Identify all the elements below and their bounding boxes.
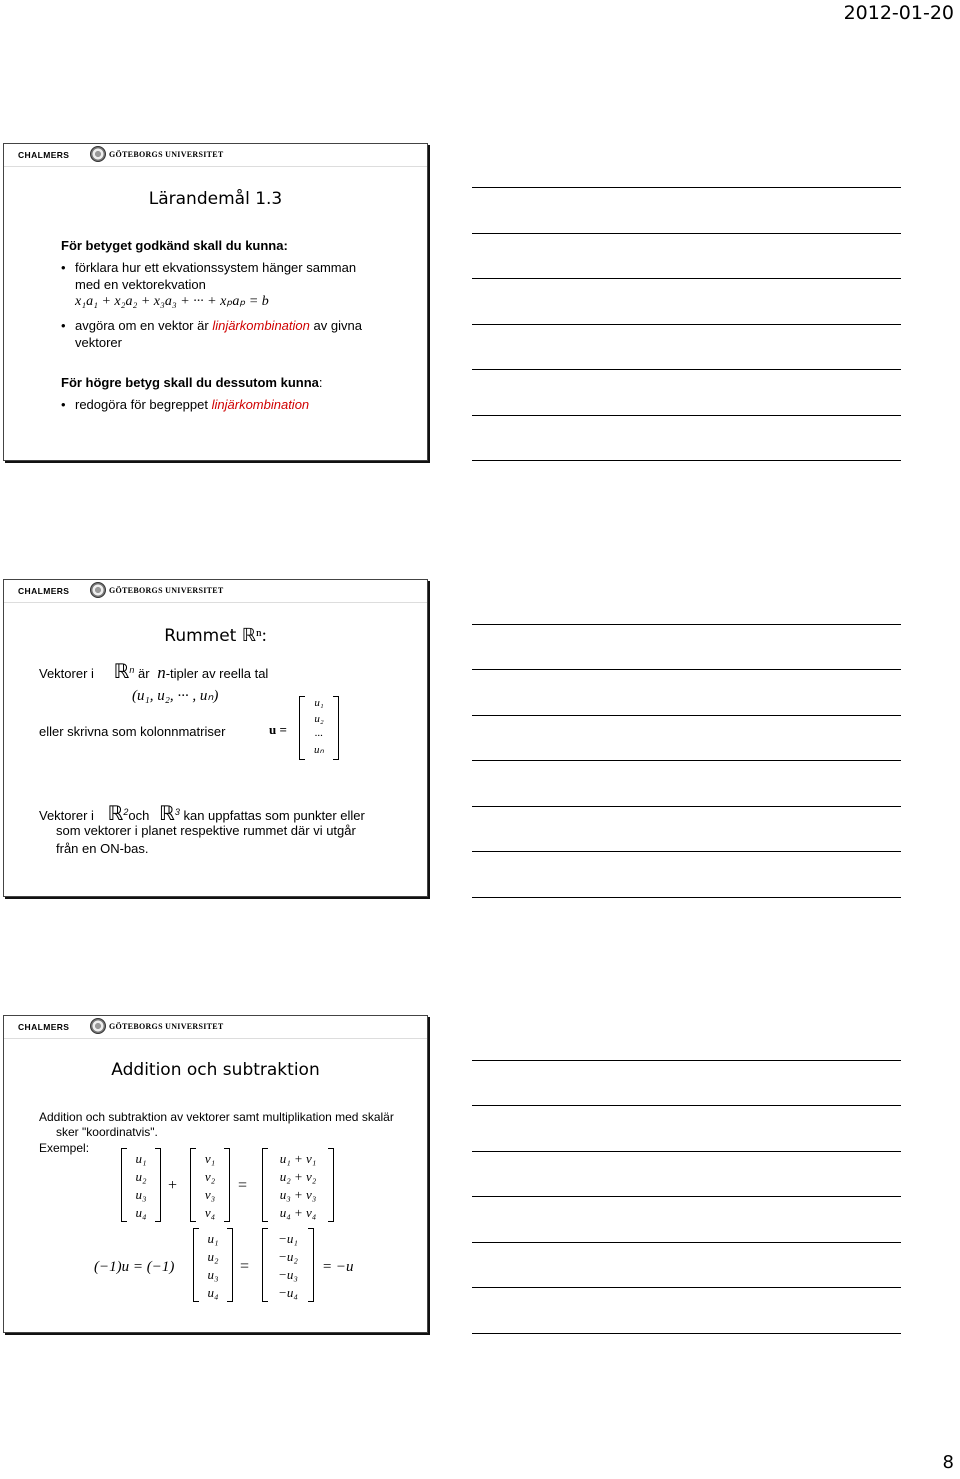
notes-line [472,233,901,234]
notes-line [472,669,901,670]
column-matrix-text: eller skrivna som kolonnmatriser [39,724,226,739]
notes-line [472,324,901,325]
notes-line [472,1151,901,1152]
notes-line [472,460,901,461]
gu-seal-icon [90,582,106,598]
chalmers-logo: CHALMERS [18,586,70,596]
intro-heading: För betyget godkänd skall du kunna: [61,238,288,253]
page-date: 2012-01-20 [843,2,954,24]
notes-line [472,278,901,279]
addition-text-line-1: Addition och subtraktion av vektorer samt multiplikation med skalär [39,1110,394,1124]
matrix-u: u₁ u₂ u₃ u₄ [121,1148,161,1222]
rn-definition: Vektorer i ℝ$^n$ är n-tipler av reella tal [39,661,269,683]
notes-line [472,1333,901,1334]
u-equals: u = [269,722,287,737]
gu-logo: GÖTEBORGS UNIVERSITET [109,586,224,595]
chalmers-logo: CHALMERS [18,150,70,160]
gu-seal-icon [90,146,106,162]
plus-sign: + [168,1177,178,1194]
matrix-u-2: u₁ u₂ u₃ u₄ [193,1228,233,1302]
negation-rhs: = −u [322,1259,354,1275]
matrix-v: v₁ v₂ v₃ v₄ [190,1148,230,1222]
slide-title: Rummet ℝⁿ: [164,625,267,646]
gu-logo: GÖTEBORGS UNIVERSITET [109,1022,224,1031]
bullet-1-line-1: förklara hur ett ekvationssystem hänger samman [75,260,357,275]
bullet-1-line-2: med en vektorekvation [75,277,206,292]
negation-lhs: (−1)u = (−1) [94,1259,175,1275]
term-linear-combination: linjärkombination [211,397,310,412]
slide-header [4,580,427,603]
tuple: (u₁, u₂, ··· , uₙ) [132,688,219,704]
notes-line [472,1242,901,1243]
bullet-2-line-1: avgöra om en vektor är linjärkombination av givna [75,318,362,333]
matrix-sum: u₁ + v₁ u₂ + v₂ u₃ + v₃ u₄ + v₄ [262,1148,334,1222]
notes-line [472,851,901,852]
vector-equation: x₁a₁ + x₂a₂ + x₃a₃ + ··· + xₚaₚ = b [75,294,269,309]
notes-line [472,415,901,416]
slide-header [4,144,427,167]
gu-seal-icon [90,1018,106,1034]
notes-line [472,1196,901,1197]
example-label: Exempel: [39,1141,90,1155]
equals-sign: = [238,1177,248,1194]
notes-line [472,624,901,625]
term-linear-combination: linjärkombination [212,318,310,333]
notes-line [472,187,901,188]
slide-space-rn [3,579,428,897]
r2-r3-line-2: som vektorer i planet respektive rummet där vi utgår [56,823,356,838]
bullet-2-line-2: vektorer [75,335,122,350]
r2-r3-line-1: Vektorer i ℝ$^2$och ℝ$^3$ kan uppfattas som punkter eller [39,803,365,825]
slide-learning-goals [3,143,428,461]
slide-addition-subtraction [3,1015,428,1333]
page-number: 8 [942,1452,954,1473]
slide-title: Lärandemål 1.3 [148,189,283,209]
equals-sign: = [240,1258,250,1275]
bullet-icon: • [61,397,66,412]
chalmers-logo: CHALMERS [18,1022,70,1032]
notes-line [472,1060,901,1061]
bullet-icon: • [61,260,66,275]
column-matrix: u₁ u₂ ... uₙ [299,696,339,760]
bullet-3: redogöra för begreppet linjärkombination [75,397,310,412]
notes-line [472,715,901,716]
slide-title: Addition och subtraktion [111,1060,320,1080]
matrix-neg: −u₁ −u₂ −u₃ −u₄ [262,1228,314,1302]
notes-line [472,897,901,898]
addition-text-line-2: sker "koordinatvis". [56,1125,158,1139]
gu-logo: GÖTEBORGS UNIVERSITET [109,150,224,159]
notes-line [472,806,901,807]
r2-r3-line-3: från en ON-bas. [56,841,149,856]
notes-line [472,1105,901,1106]
slide-header [4,1016,427,1039]
higher-grade-heading: För högre betyg skall du dessutom kunna: [61,375,323,390]
bullet-icon: • [61,318,66,333]
notes-line [472,1287,901,1288]
notes-line [472,369,901,370]
notes-line [472,760,901,761]
